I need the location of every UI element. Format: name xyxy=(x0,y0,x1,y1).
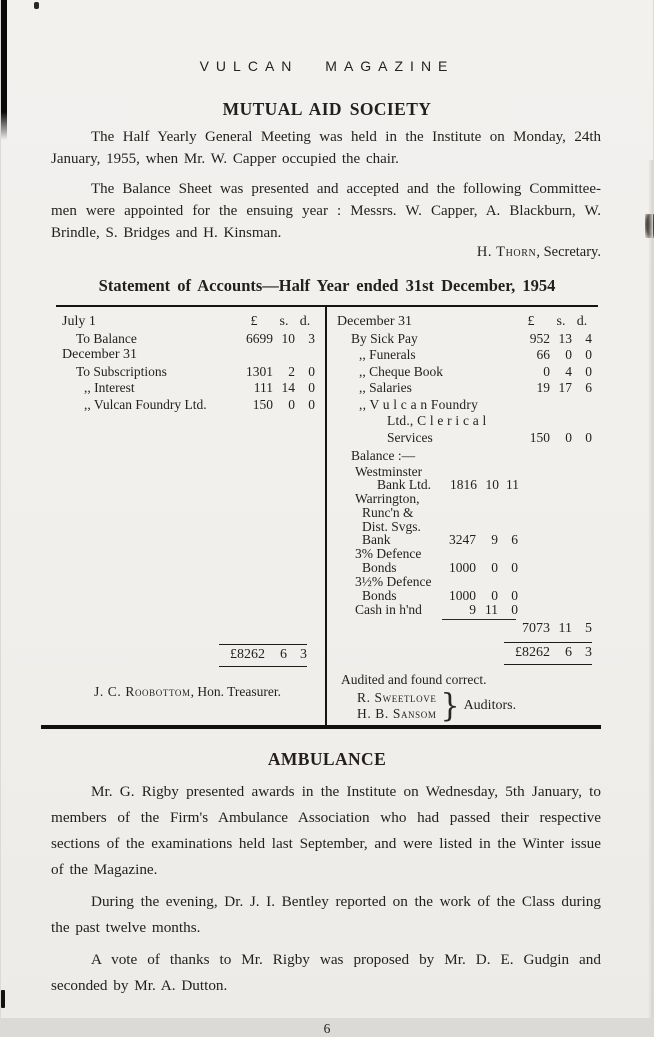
page-number: 6 xyxy=(323,1020,331,1036)
amount-shillings: 11 xyxy=(485,602,498,618)
secretary-role: , Secretary. xyxy=(536,244,601,260)
amount-pounds: 1000 xyxy=(449,587,476,603)
subtotal-rule xyxy=(442,619,516,620)
amount-shillings: 17 xyxy=(558,380,572,395)
ledger-row-multiline xyxy=(335,413,592,430)
balance-item-row xyxy=(335,561,592,575)
pence-header: d. xyxy=(576,314,588,329)
balance-item-label: 3½% Defence xyxy=(355,573,432,589)
entry-label: ,, Interest xyxy=(84,380,135,395)
amount-pounds: 19 xyxy=(536,380,550,395)
entry-label-line2: Ltd., C l e r i c a l xyxy=(387,413,487,428)
amount-pounds: 952 xyxy=(529,330,550,346)
amount-pounds: 150 xyxy=(252,396,273,412)
total-pence: 3 xyxy=(300,647,307,662)
balance-item-label: Warrington, xyxy=(355,491,420,507)
balance-item-line xyxy=(335,547,592,561)
amount-pounds: 150 xyxy=(529,429,550,445)
amount-shillings: 0 xyxy=(565,429,572,445)
pence-header: d. xyxy=(299,314,311,329)
amount-shillings: 14 xyxy=(281,380,295,395)
amount-pence: 0 xyxy=(585,347,592,362)
balance-item-label: Bank Ltd. xyxy=(377,477,431,493)
amount-shillings: 0 xyxy=(491,560,498,576)
balance-item-label: Cash in h'nd xyxy=(355,602,422,618)
ambulance-paragraph-1: Mr. G. Rigby presented awards in the Institute on Wednesday, 5th January, to members of the Firm's Ambulance Association who had passed their respective sections of the examinations held last September, and were listed in the Winter issue of the Magazine. xyxy=(51,782,601,878)
credit-total xyxy=(504,642,592,665)
amount-shillings: 0 xyxy=(491,587,498,603)
balance-label: Balance :— xyxy=(351,448,416,463)
auditors-signatures xyxy=(335,689,592,724)
amount-shillings: 2 xyxy=(288,363,295,379)
balance-heading-row xyxy=(335,448,592,465)
amount-pounds: 0 xyxy=(543,363,550,379)
entry-label-line3: Services xyxy=(387,429,433,445)
auditors-label: Auditors. xyxy=(463,698,517,714)
subtotal-pounds: 7073 xyxy=(522,621,550,637)
amount-shillings: 10 xyxy=(485,477,499,493)
amount-pounds: 1816 xyxy=(450,477,477,493)
balance-item-line xyxy=(335,575,592,589)
ledger-credit-column xyxy=(327,307,596,725)
balance-item-line xyxy=(335,520,592,534)
amount-pence: 0 xyxy=(511,602,518,618)
scan-artifact-right-edge xyxy=(648,160,653,1018)
amount-pounds: 1301 xyxy=(246,363,273,379)
entry-label-line1: ,, V u l c a n Foundry xyxy=(359,396,479,412)
scan-artifact-bottom-left xyxy=(1,990,5,1008)
balance-item-row xyxy=(335,602,592,617)
debit-total xyxy=(219,644,307,667)
ledger-row xyxy=(335,331,592,348)
balance-item-row xyxy=(335,533,592,547)
amount-pounds: 3247 xyxy=(449,532,476,548)
amount-pounds: 111 xyxy=(253,380,273,395)
magazine-title: VULCAN MAGAZINE xyxy=(199,58,455,74)
pounds-header: £ xyxy=(527,314,535,329)
total-pounds: £8262 xyxy=(230,647,265,662)
balance-item-line xyxy=(335,465,592,479)
scan-artifact-left-bar xyxy=(1,0,7,140)
balance-item-line xyxy=(335,492,592,506)
total-pence: 3 xyxy=(585,644,592,660)
amount-shillings: 10 xyxy=(281,330,295,346)
ledger-row xyxy=(335,364,592,381)
balance-item-line xyxy=(335,506,592,520)
ledger-row xyxy=(335,347,592,364)
ledger-row xyxy=(60,380,315,397)
amount-shillings: 9 xyxy=(491,532,498,548)
audited-statement: Audited and found correct. xyxy=(341,671,487,687)
amount-shillings: 0 xyxy=(565,347,572,362)
amount-pence: 0 xyxy=(585,429,592,445)
treasurer-signature xyxy=(60,684,315,700)
treasurer-name: J. C. Roobottom xyxy=(94,684,191,699)
credit-subtotal-row xyxy=(335,621,592,638)
auditor-name-1: R. Sweetlove xyxy=(357,689,437,705)
secretary-name: H. Thorn xyxy=(476,244,537,260)
entry-label: ,, Funerals xyxy=(359,347,416,362)
subtotal-shillings: 11 xyxy=(558,621,572,637)
pounds-header: £ xyxy=(250,314,258,329)
currency-column-headers xyxy=(235,314,315,331)
shillings-header: s. xyxy=(556,314,566,329)
total-shillings: 6 xyxy=(280,647,287,662)
brace-glyph: } xyxy=(440,688,460,725)
amount-pence: 4 xyxy=(585,330,592,346)
debit-date-row xyxy=(60,314,315,331)
ledger-row-multiline xyxy=(335,430,592,447)
ledger-debit-column xyxy=(56,307,327,725)
debit-date-2: December 31 xyxy=(62,347,138,362)
entry-label: ,, Salaries xyxy=(359,380,412,395)
ambulance-heading: AMBULANCE xyxy=(267,748,387,769)
balance-item-label: 3% Defence xyxy=(355,546,422,562)
amount-pounds: 6699 xyxy=(246,330,273,346)
entry-label: ,, Vulcan Foundry Ltd. xyxy=(84,396,207,412)
balance-item-label: Dist. Svgs. xyxy=(362,518,421,534)
amount-pence: 0 xyxy=(308,396,315,412)
mutual-aid-paragraph-2: The Balance Sheet was presented and accepted and the following Committee-men were appointed for the ensuing year : Messrs. W. Capper, A. Blackburn, W. Brindle, S. Bridges and H. Kinsman. xyxy=(51,181,601,241)
amount-shillings: 4 xyxy=(565,363,572,379)
total-shillings: 6 xyxy=(565,644,572,660)
amount-pence: 6 xyxy=(511,532,518,548)
balance-item-label: Runc'n & xyxy=(362,504,414,520)
currency-column-headers xyxy=(512,314,592,331)
amount-pounds: 1000 xyxy=(449,560,476,576)
debit-date-1: July 1 xyxy=(62,314,96,329)
balance-item-label: Bank xyxy=(362,532,391,548)
amount-pence: 0 xyxy=(308,380,315,395)
credit-date: December 31 xyxy=(337,314,413,329)
ledger-row-multiline xyxy=(335,397,592,414)
amount-pence: 0 xyxy=(308,363,315,379)
subtotal-pence: 5 xyxy=(585,621,592,637)
ambulance-paragraph-3: A vote of thanks to Mr. Rigby was proposed by Mr. D. E. Gudgin and seconded by Mr. A. Dutton. xyxy=(51,950,601,994)
ledger-row xyxy=(60,397,315,414)
ledger-row xyxy=(335,380,592,397)
entry-label: By Sick Pay xyxy=(351,330,418,346)
entry-label: To Subscriptions xyxy=(76,363,167,379)
total-pounds: £8262 xyxy=(515,644,550,660)
section-divider-rule xyxy=(41,725,601,729)
ledger-row xyxy=(60,331,315,348)
amount-pounds: 66 xyxy=(536,347,550,362)
balance-item-label: Bonds xyxy=(362,587,397,603)
statement-of-accounts-table xyxy=(56,305,598,725)
ambulance-paragraph-2: During the evening, Dr. J. I. Bentley reported on the work of the Class during the past twelve months. xyxy=(51,892,601,936)
credit-date-row xyxy=(335,314,592,331)
scanned-magazine-page xyxy=(1,0,653,1036)
statement-of-accounts-heading: Statement of Accounts—Half Year ended 31st December, 1954 xyxy=(98,276,556,295)
balance-item-row xyxy=(335,478,592,492)
amount-pence: 0 xyxy=(585,363,592,379)
entry-label: ,, Cheque Book xyxy=(359,363,443,379)
amount-shillings: 0 xyxy=(288,396,295,412)
mutual-aid-society-heading: MUTUAL AID SOCIETY xyxy=(222,99,432,119)
auditor-name-2: H. B. Sansom xyxy=(357,706,437,722)
amount-pence: 0 xyxy=(511,560,518,576)
entry-label: To Balance xyxy=(76,330,137,346)
balance-item-label: Bonds xyxy=(362,560,397,576)
amount-pence: 6 xyxy=(585,380,592,395)
treasurer-role: , Hon. Treasurer. xyxy=(190,684,281,699)
mutual-aid-paragraph-1: The Half Yearly General Meeting was held in the Institute on Monday, 24th January, 1955, when Mr. W. Capper occupied the chair. xyxy=(51,129,601,167)
amount-pounds: 9 xyxy=(469,602,476,618)
scan-artifact-speck xyxy=(34,2,39,9)
amount-pence: 0 xyxy=(511,587,518,603)
shillings-header: s. xyxy=(279,314,289,329)
ledger-row xyxy=(60,364,315,381)
amount-pence: 11 xyxy=(506,477,519,493)
debit-date-row xyxy=(60,347,315,364)
amount-shillings: 13 xyxy=(558,330,572,346)
balance-item-label: Westminster xyxy=(355,463,423,479)
secretary-signature xyxy=(1,244,653,261)
balance-item-row xyxy=(335,589,592,603)
amount-pence: 3 xyxy=(308,330,315,346)
